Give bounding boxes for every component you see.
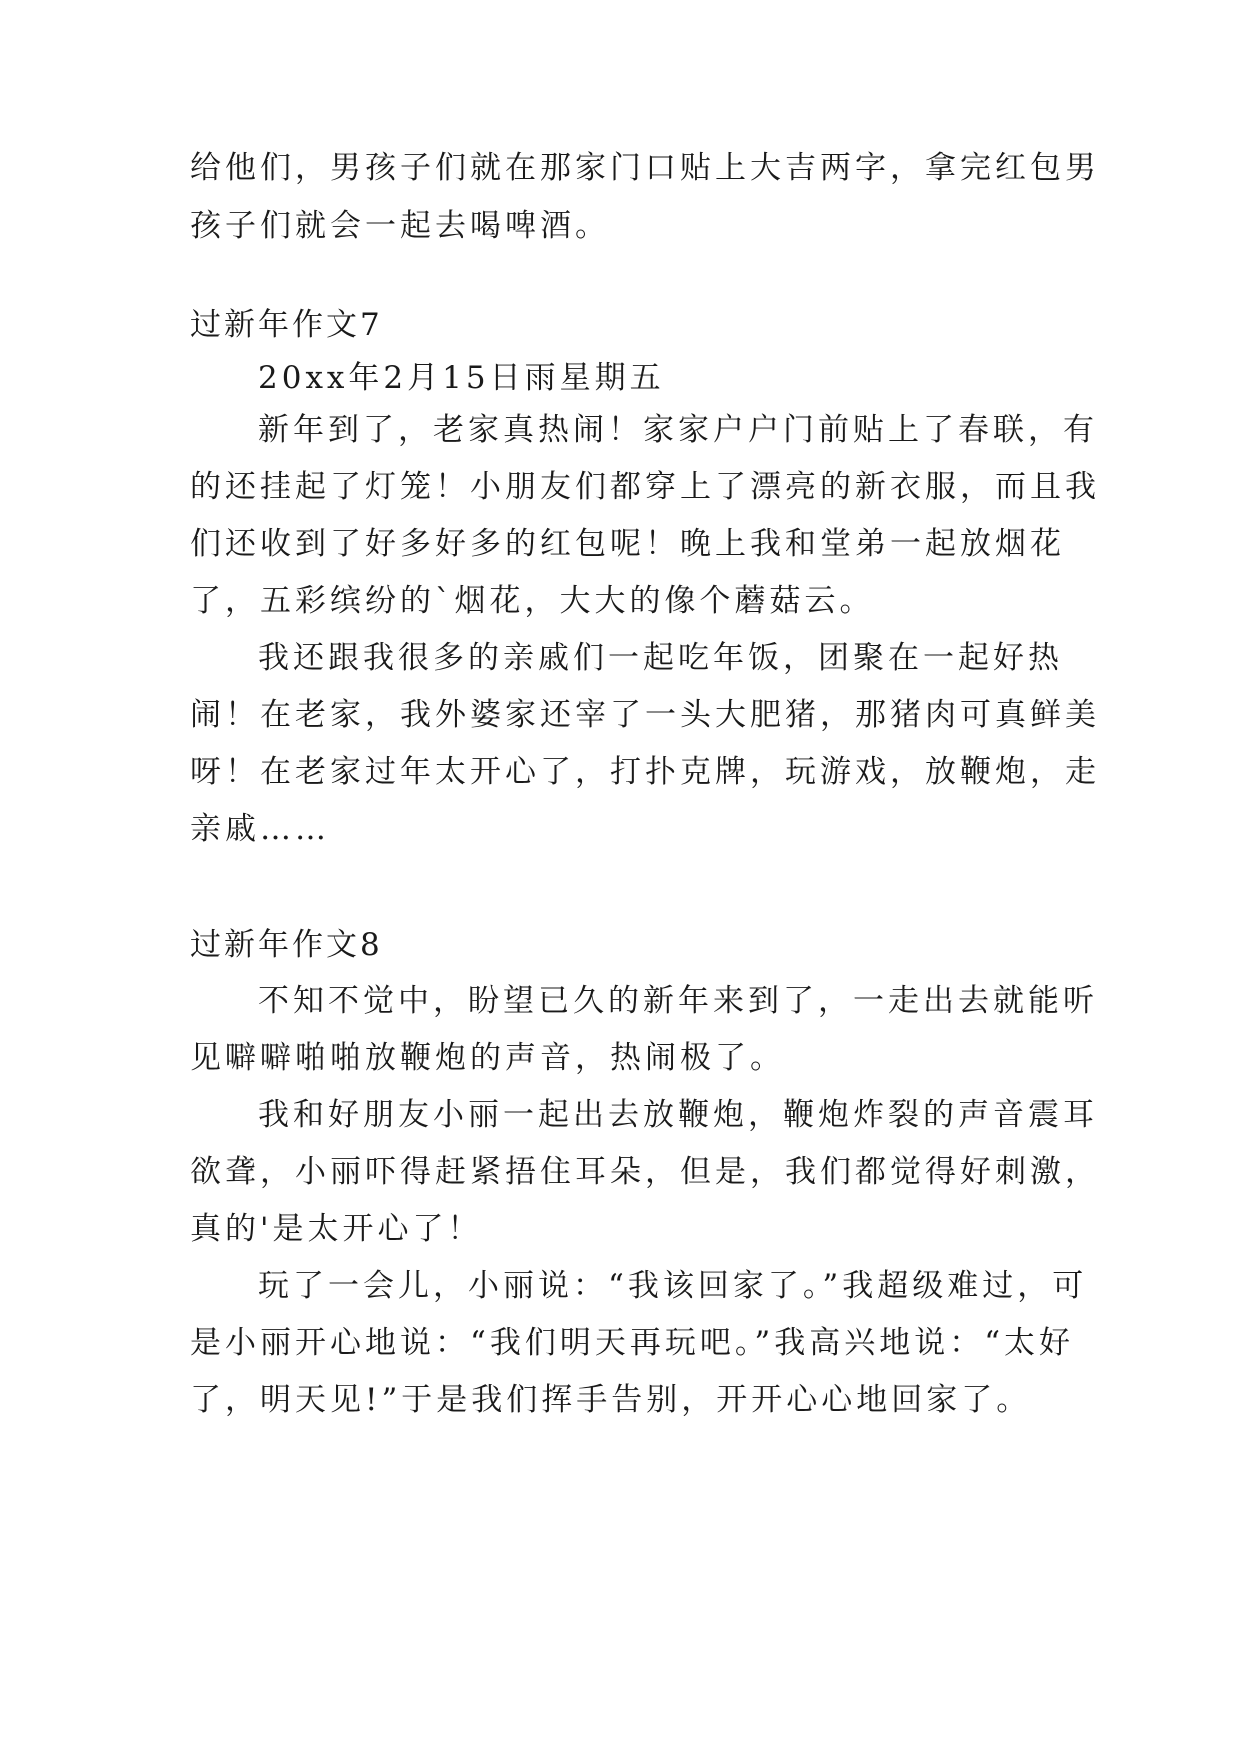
section-heading: 过新年作文7 (190, 307, 383, 343)
date-line: 20xx年2月15日雨星期五 (258, 360, 665, 396)
paragraph-line: 们还收到了好多好多的红包呢！晚上我和堂弟一起放烟花 (190, 526, 1065, 562)
paragraph-line: 了，五彩缤纷的`烟花，大大的像个蘑菇云。 (190, 583, 875, 619)
paragraph-line: 孩子们就会一起去喝啤酒。 (190, 208, 610, 244)
section-heading: 过新年作文8 (190, 927, 383, 963)
paragraph-line: 欲聋，小丽吓得赶紧捂住耳朵，但是，我们都觉得好刺激， (190, 1154, 1100, 1190)
paragraph-line: 了，明天见!”于是我们挥手告别，开开心心地回家了。 (190, 1382, 1032, 1418)
paragraph-line: 不知不觉中，盼望已久的新年来到了，一走出去就能听 (258, 983, 1098, 1019)
paragraph-line: 见噼噼啪啪放鞭炮的声音，热闹极了。 (190, 1040, 785, 1076)
paragraph-line: 真的'是太开心了！ (190, 1211, 483, 1247)
paragraph-line: 我和好朋友小丽一起出去放鞭炮，鞭炮炸裂的声音震耳 (258, 1097, 1098, 1133)
paragraph-line: 玩了一会儿，小丽说：“我该回家了。”我超级难过，可 (258, 1268, 1088, 1304)
paragraph-line: 呀！在老家过年太开心了，打扑克牌，玩游戏，放鞭炮，走 (190, 754, 1100, 790)
paragraph-line: 闹！在老家，我外婆家还宰了一头大肥猪，那猪肉可真鲜美 (190, 697, 1100, 733)
paragraph-line: 的还挂起了灯笼！小朋友们都穿上了漂亮的新衣服，而且我 (190, 469, 1100, 505)
paragraph-line: 新年到了，老家真热闹！家家户户门前贴上了春联，有 (258, 412, 1098, 448)
paragraph-line: 是小丽开心地说：“我们明天再玩吧。”我高兴地说：“太好 (190, 1325, 1075, 1361)
paragraph-line: 我还跟我很多的亲戚们一起吃年饭，团聚在一起好热 (258, 640, 1063, 676)
paragraph-line: 亲戚…… (190, 811, 330, 847)
paragraph-line: 给他们，男孩子们就在那家门口贴上大吉两字，拿完红包男 (190, 150, 1100, 186)
